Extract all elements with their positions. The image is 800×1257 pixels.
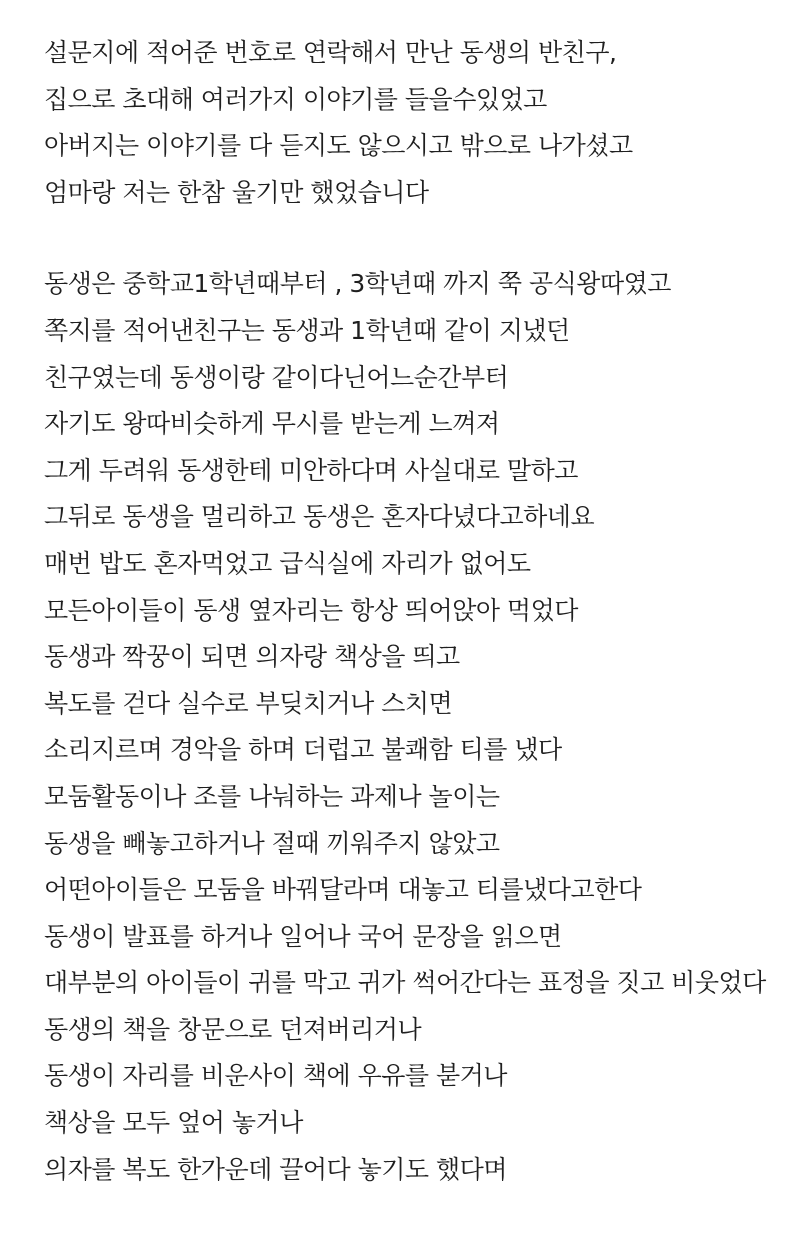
- text-line: 모둠활동이나 조를 나눠하는 과제나 놀이는: [44, 781, 500, 811]
- text-line: 동생이 자리를 비운사이 책에 우유를 붇거나: [44, 1061, 507, 1091]
- text-line: 동생을 빼놓고하거나 절때 끼워주지 않았고: [44, 828, 500, 858]
- paragraph-1: [44, 30, 800, 216]
- text-line: 동생이 발표를 하거나 일어나 국어 문장을 읽으면: [44, 921, 562, 951]
- text-line: 엄마랑 저는 한참 울기만 했었습니다: [44, 177, 429, 207]
- text-line: 복도를 걷다 실수로 부딪치거나 스치면: [44, 688, 453, 718]
- text-line: 쪽지를 적어낸친구는 동생과 1학년때 같이 지냈던: [44, 315, 570, 345]
- text-line: 소리지르며 경악을 하며 더럽고 불쾌함 티를 냈다: [44, 735, 562, 765]
- text-line: 설문지에 적어준 번호로 연락해서 만난 동생의 반친구,: [44, 38, 617, 67]
- text-line: 매번 밥도 혼자먹었고 급식실에 자리가 없어도: [44, 548, 531, 578]
- text-line: 친구였는데 동생이랑 같이다닌어느순간부터: [44, 362, 509, 392]
- text-line: 동생은 중학교1학년때부터 , 3학년때 까지 쭉 공식왕따였고: [44, 269, 671, 299]
- text-line: 자기도 왕따비슷하게 무시를 받는게 느껴져: [44, 409, 500, 439]
- paragraph-2: [44, 261, 800, 1193]
- text-line: 그게 두려워 동생한테 미안하다며 사실대로 말하고: [44, 455, 578, 485]
- text-line: 동생의 책을 창문으로 던져버리거나: [44, 1014, 422, 1044]
- text-line: 모든아이들이 동생 옆자리는 항상 띄어앉아 먹었다: [44, 595, 578, 625]
- text-line: 의자를 복도 한가운데 끌어다 놓기도 했다며: [44, 1154, 507, 1184]
- text-line: 책상을 모두 엎어 놓거나: [44, 1108, 303, 1138]
- text-line: 대부분의 아이들이 귀를 막고 귀가 썩어간다는 표정을 짓고 비웃었다: [44, 968, 766, 998]
- text-line: 동생과 짝꿍이 되면 의자랑 책상을 띄고: [44, 642, 460, 672]
- text-line: 어떤아이들은 모둠을 바꿔달라며 대놓고 티를냈다고한다: [44, 875, 642, 905]
- text-line: 아버지는 이야기를 다 듣지도 않으시고 밖으로 나가셨고: [44, 131, 633, 161]
- text-line: 그뒤로 동생을 멀리하고 동생은 혼자다녔다고하네요: [44, 502, 595, 532]
- post-body: [44, 30, 800, 1193]
- text-line: 집으로 초대해 여러가지 이야기를 들을수있었고: [44, 84, 547, 114]
